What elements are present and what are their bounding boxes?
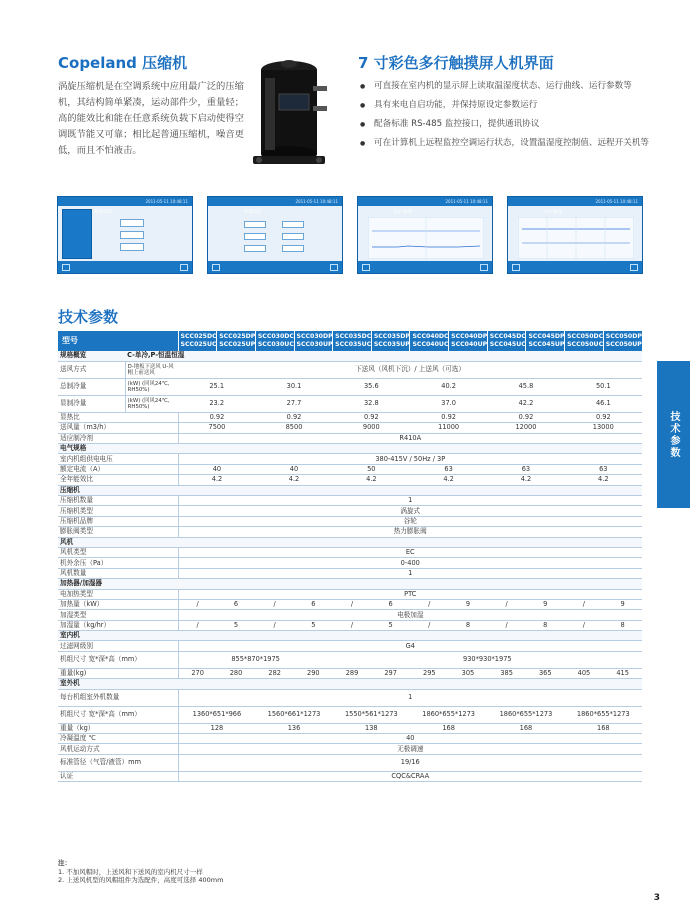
page-number: 3 xyxy=(653,893,660,903)
notes-title: 注： xyxy=(58,859,71,867)
table-row xyxy=(58,464,642,474)
note-item: 1. 不加风帽时，上送风和下送风的室内机尺寸一样 xyxy=(58,867,203,876)
feature-item: ● 可直接在室内机的显示屏上读取温湿度状态、运行曲线、运行参数等 xyxy=(360,80,660,93)
table-cell: 282 xyxy=(255,668,294,678)
table-cell: / xyxy=(255,599,294,609)
table-row xyxy=(58,516,642,526)
table-cell: 280 xyxy=(217,668,256,678)
table-cell: 32.8 xyxy=(333,395,410,412)
table-cell: 855*870*1975 xyxy=(178,651,333,668)
table-cell: 30.1 xyxy=(255,378,332,395)
table-cell: 9 xyxy=(526,599,565,609)
section-row xyxy=(58,485,642,495)
copeland-title: Copeland 压缩机 xyxy=(58,54,188,72)
table-row xyxy=(58,641,642,651)
table-cell: 380-415V / 50Hz / 3P xyxy=(178,454,642,464)
table-cell: 4.2 xyxy=(565,475,642,485)
row-sublabel: (kW) (回风24℃, RH50%) xyxy=(125,378,178,395)
table-row xyxy=(58,506,642,516)
screen-status-bar: 2011-05-11 10:48:11 xyxy=(445,199,488,204)
table-cell: / xyxy=(565,599,604,609)
menu-button xyxy=(282,233,304,240)
table-cell: 4.2 xyxy=(178,475,255,485)
table-row xyxy=(58,454,642,464)
keypad-panel xyxy=(62,209,92,259)
table-cell: 0.92 xyxy=(255,412,332,422)
feature-item: ● 可在计算机上远程监控空调运行状态，设置温湿度控制值、远程开关机等 xyxy=(360,137,660,150)
row-label: 压缩机数量 xyxy=(58,496,178,506)
table-cell: 0.92 xyxy=(333,412,410,422)
home-icon xyxy=(62,264,70,271)
menu-button xyxy=(244,233,266,240)
table-cell: 5 xyxy=(217,620,256,630)
section-label: 室外机 xyxy=(58,679,642,689)
feature-item: ● 配备标准 RS-485 监控接口，提供通讯协议 xyxy=(360,118,660,131)
model-header-label: 型号 xyxy=(58,331,178,351)
table-cell: 168 xyxy=(410,723,487,733)
table-cell: / xyxy=(410,620,449,630)
hmi-screenshots xyxy=(57,196,643,274)
model-header: SCC030DC SCC030UC xyxy=(255,331,294,351)
hmi-screen-parameter-settings xyxy=(207,196,343,274)
row-label: 加湿量（kg/hr） xyxy=(58,620,178,630)
table-cell: 40 xyxy=(178,464,255,474)
row-label: 送风方式 xyxy=(58,361,125,378)
screen-title: 参数设定 xyxy=(244,210,262,215)
section-row xyxy=(58,631,642,641)
row-sublabel: (kW) (回风24℃, RH50%) xyxy=(125,395,178,412)
row-label: 过滤网级别 xyxy=(58,641,178,651)
menu-button xyxy=(120,231,144,239)
table-cell: G4 xyxy=(178,641,642,651)
table-cell: / xyxy=(333,620,372,630)
naming-note: C-单冷,P-恒温恒湿 xyxy=(125,351,642,361)
touchscreen-title: 7 寸彩色多行触摸屏人机界面 xyxy=(358,54,554,72)
table-cell: 1 xyxy=(178,496,642,506)
row-label: 认证 xyxy=(58,771,178,781)
table-cell: 4.2 xyxy=(255,475,332,485)
model-header-row xyxy=(58,331,642,351)
table-row xyxy=(58,558,642,568)
compressor-image xyxy=(243,56,335,174)
model-header: SCC050DC SCC050UC xyxy=(565,331,604,351)
menu-button xyxy=(282,245,304,252)
table-cell: 128 xyxy=(178,723,255,733)
feature-item: ● 具有来电自启功能，并保持原设定参数运行 xyxy=(360,99,660,112)
screen-status-bar: 2011-05-11 10:48:11 xyxy=(295,199,338,204)
table-row xyxy=(58,547,642,557)
table-cell: 0.92 xyxy=(178,412,255,422)
table-cell: 1550*561*1273 xyxy=(333,706,410,723)
row-label: 冷凝温度 ℃ xyxy=(58,734,178,744)
section-label: 加热器/加湿器 xyxy=(58,579,642,589)
row-label: 显热比 xyxy=(58,412,178,422)
home-icon xyxy=(362,264,370,271)
screen-title: 运行曲线 xyxy=(394,210,412,215)
model-header: SCC035DP SCC035UP xyxy=(371,331,410,351)
table-row xyxy=(58,433,642,443)
model-header: SCC030DP SCC030UP xyxy=(294,331,333,351)
table-row xyxy=(58,496,642,506)
table-row xyxy=(58,706,642,723)
section-row xyxy=(58,579,642,589)
table-cell: 50.1 xyxy=(565,378,642,395)
table-cell: 136 xyxy=(255,723,332,733)
trend-graph xyxy=(518,217,634,259)
table-cell: 谷轮 xyxy=(178,516,642,526)
table-row xyxy=(58,378,642,395)
table-row xyxy=(58,361,642,378)
table-cell: CQC&CRAA xyxy=(178,771,642,781)
table-cell: 25.1 xyxy=(178,378,255,395)
row-label: 每台机组室外机数量 xyxy=(58,689,178,706)
table-cell: 9000 xyxy=(333,423,410,433)
table-cell: 50 xyxy=(333,464,410,474)
table-row xyxy=(58,599,642,609)
hmi-screen-trend-curve-2 xyxy=(507,196,643,274)
row-label: 风机数量 xyxy=(58,568,178,578)
table-cell: 8 xyxy=(603,620,642,630)
table-row xyxy=(58,620,642,630)
row-label: 加热量（kW） xyxy=(58,599,178,609)
table-cell: 168 xyxy=(487,723,564,733)
table-cell: 1 xyxy=(178,689,642,706)
section-label: 压缩机 xyxy=(58,485,642,495)
table-row xyxy=(58,723,642,733)
row-label: 膨胀阀类型 xyxy=(58,527,178,537)
back-icon xyxy=(630,264,638,271)
table-row xyxy=(58,395,642,412)
menu-button xyxy=(282,221,304,228)
table-cell: 40.2 xyxy=(410,378,487,395)
table-cell: 0.92 xyxy=(565,412,642,422)
table-row xyxy=(58,610,642,620)
hmi-screen-system-settings xyxy=(57,196,193,274)
row-sublabel: D-地板下送风 U-风帽上前送风 xyxy=(125,361,178,378)
table-cell: 415 xyxy=(603,668,642,678)
home-icon xyxy=(212,264,220,271)
table-cell: 9 xyxy=(449,599,488,609)
home-icon xyxy=(512,264,520,271)
table-cell: R410A xyxy=(178,433,642,443)
model-header: SCC045DC SCC045UC xyxy=(487,331,526,351)
screen-status-bar: 2011-05-11 10:48:11 xyxy=(595,199,638,204)
row-label: 风机运动方式 xyxy=(58,744,178,754)
table-cell: / xyxy=(178,620,217,630)
spec-table xyxy=(58,331,642,782)
table-cell: / xyxy=(178,599,217,609)
table-cell: 热力膨胀阀 xyxy=(178,527,642,537)
table-cell: 1 xyxy=(178,568,642,578)
table-cell: 11000 xyxy=(410,423,487,433)
table-cell: 23.2 xyxy=(178,395,255,412)
table-row xyxy=(58,527,642,537)
back-icon xyxy=(330,264,338,271)
row-label: 总制冷量 xyxy=(58,378,125,395)
menu-button xyxy=(120,219,144,227)
table-row xyxy=(58,754,642,771)
params-title: 技术参数 xyxy=(58,308,119,326)
table-cell: 365 xyxy=(526,668,565,678)
section-label: 规格概览 xyxy=(58,351,125,361)
table-cell: 0.92 xyxy=(487,412,564,422)
model-header: SCC040DC SCC040UC xyxy=(410,331,449,351)
table-cell: 40 xyxy=(255,464,332,474)
menu-button xyxy=(244,245,266,252)
row-label: 室内机组供电电压 xyxy=(58,454,178,464)
back-icon xyxy=(180,264,188,271)
table-cell: 6 xyxy=(294,599,333,609)
table-cell: 8 xyxy=(449,620,488,630)
table-cell: 5 xyxy=(294,620,333,630)
back-icon xyxy=(480,264,488,271)
table-cell: 930*930*1975 xyxy=(333,651,642,668)
touchscreen-feature-list xyxy=(360,80,660,156)
model-header: SCC025DC SCC025UC xyxy=(178,331,217,351)
table-cell: 305 xyxy=(449,668,488,678)
table-cell: 19/16 xyxy=(178,754,642,771)
table-cell: 8500 xyxy=(255,423,332,433)
section-label: 风机 xyxy=(58,537,642,547)
table-cell: 63 xyxy=(487,464,564,474)
model-header: SCC035DC SCC035UC xyxy=(333,331,372,351)
section-row xyxy=(58,537,642,547)
screen-title: 运行曲线 xyxy=(544,210,562,215)
menu-button xyxy=(120,243,144,251)
row-label: 风机类型 xyxy=(58,547,178,557)
section-row xyxy=(58,444,642,454)
table-cell: 1560*661*1273 xyxy=(255,706,332,723)
row-label: 标准管径（气管/液管）mm xyxy=(58,754,178,771)
table-cell: 1360*651*966 xyxy=(178,706,255,723)
row-label: 机组尺寸 宽*深*高（mm） xyxy=(58,706,178,723)
table-cell: / xyxy=(410,599,449,609)
table-cell: 7500 xyxy=(178,423,255,433)
table-cell: 0.92 xyxy=(410,412,487,422)
table-cell: 295 xyxy=(410,668,449,678)
table-row xyxy=(58,668,642,678)
note-item: 2. 上送风机型的风帽组件为选配件，高度可选择 400mm xyxy=(58,876,224,884)
table-cell: 无极调速 xyxy=(178,744,642,754)
table-cell: 9 xyxy=(603,599,642,609)
model-header: SCC040DP SCC040UP xyxy=(449,331,488,351)
table-cell: 1860*655*1273 xyxy=(487,706,564,723)
table-row xyxy=(58,689,642,706)
table-cell: / xyxy=(487,599,526,609)
table-cell: 27.7 xyxy=(255,395,332,412)
row-label: 机外余压（Pa） xyxy=(58,558,178,568)
side-section-tab: 技术参数 xyxy=(657,361,690,508)
table-cell: 13000 xyxy=(565,423,642,433)
table-cell: 290 xyxy=(294,668,333,678)
table-cell: 270 xyxy=(178,668,217,678)
row-label: 重量(kg) xyxy=(58,668,178,678)
table-cell: 5 xyxy=(371,620,410,630)
section-label: 室内机 xyxy=(58,631,642,641)
table-cell: 63 xyxy=(410,464,487,474)
table-cell: / xyxy=(565,620,604,630)
table-cell: 35.6 xyxy=(333,378,410,395)
table-cell: 涡旋式 xyxy=(178,506,642,516)
table-cell: 297 xyxy=(371,668,410,678)
screen-status-bar: 2011-05-11 10:48:11 xyxy=(145,199,188,204)
table-cell: 6 xyxy=(217,599,256,609)
model-header: SCC050DP SCC050UP xyxy=(603,331,642,351)
table-cell: 138 xyxy=(333,723,410,733)
screen-title: 系统设置 xyxy=(94,210,112,215)
table-row xyxy=(58,589,642,599)
menu-button xyxy=(244,221,266,228)
table-row xyxy=(58,734,642,744)
row-label: 额定电流（A） xyxy=(58,464,178,474)
model-header: SCC025DP SCC025UP xyxy=(217,331,256,351)
table-row xyxy=(58,651,642,668)
section-row xyxy=(58,679,642,689)
table-cell: / xyxy=(255,620,294,630)
table-cell: 405 xyxy=(565,668,604,678)
table-cell: / xyxy=(487,620,526,630)
row-label: 压缩机类型 xyxy=(58,506,178,516)
table-cell: 46.1 xyxy=(565,395,642,412)
row-label: 加湿类型 xyxy=(58,610,178,620)
hmi-screen-trend-curve xyxy=(357,196,493,274)
table-row xyxy=(58,744,642,754)
table-cell: 37.0 xyxy=(410,395,487,412)
table-cell: 40 xyxy=(178,734,642,744)
section-label: 电气规格 xyxy=(58,444,642,454)
table-row xyxy=(58,568,642,578)
row-label: 送风量（m3/h） xyxy=(58,423,178,433)
table-cell: 8 xyxy=(526,620,565,630)
table-cell: 4.2 xyxy=(410,475,487,485)
copeland-description: 涡旋压缩机是在空调系统中应用最广泛的压缩机，其结构简单紧凑，运动部件少，重量轻；高的能效比和能在任意系统负载下启动使得空调既节能又可靠；相比起普通压缩机，噪音更低，而且不怕液击。 xyxy=(58,81,244,156)
table-cell: PTC xyxy=(178,589,642,599)
table-cell: 42.2 xyxy=(487,395,564,412)
table-cell: 385 xyxy=(487,668,526,678)
row-label: 压缩机品牌 xyxy=(58,516,178,526)
table-cell: 4.2 xyxy=(487,475,564,485)
table-row xyxy=(58,412,642,422)
table-cell: 168 xyxy=(565,723,642,733)
table-cell: / xyxy=(333,599,372,609)
table-cell: 电极加湿 xyxy=(178,610,642,620)
notes xyxy=(58,859,223,885)
table-row xyxy=(58,771,642,781)
table-cell: 289 xyxy=(333,668,372,678)
row-label: 适应制冷剂 xyxy=(58,433,178,443)
section-row xyxy=(58,351,642,361)
row-label: 显制冷量 xyxy=(58,395,125,412)
table-cell: 6 xyxy=(371,599,410,609)
row-label: 电加热类型 xyxy=(58,589,178,599)
row-label: 重量（kg） xyxy=(58,723,178,733)
row-label: 机组尺寸 宽*深*高（mm） xyxy=(58,651,178,668)
table-row xyxy=(58,423,642,433)
table-cell: 1860*655*1273 xyxy=(565,706,642,723)
row-label: 全年能效比 xyxy=(58,475,178,485)
table-cell: EC xyxy=(178,547,642,557)
table-cell: 下送风（风机下沉）/ 上送风（可选） xyxy=(178,361,642,378)
model-header: SCC045DP SCC045UP xyxy=(526,331,565,351)
table-cell: 1860*655*1273 xyxy=(410,706,487,723)
trend-graph xyxy=(368,217,484,259)
table-cell: 12000 xyxy=(487,423,564,433)
table-row xyxy=(58,475,642,485)
table-cell: 45.8 xyxy=(487,378,564,395)
table-cell: 4.2 xyxy=(333,475,410,485)
table-cell: 0-400 xyxy=(178,558,642,568)
table-cell: 63 xyxy=(565,464,642,474)
